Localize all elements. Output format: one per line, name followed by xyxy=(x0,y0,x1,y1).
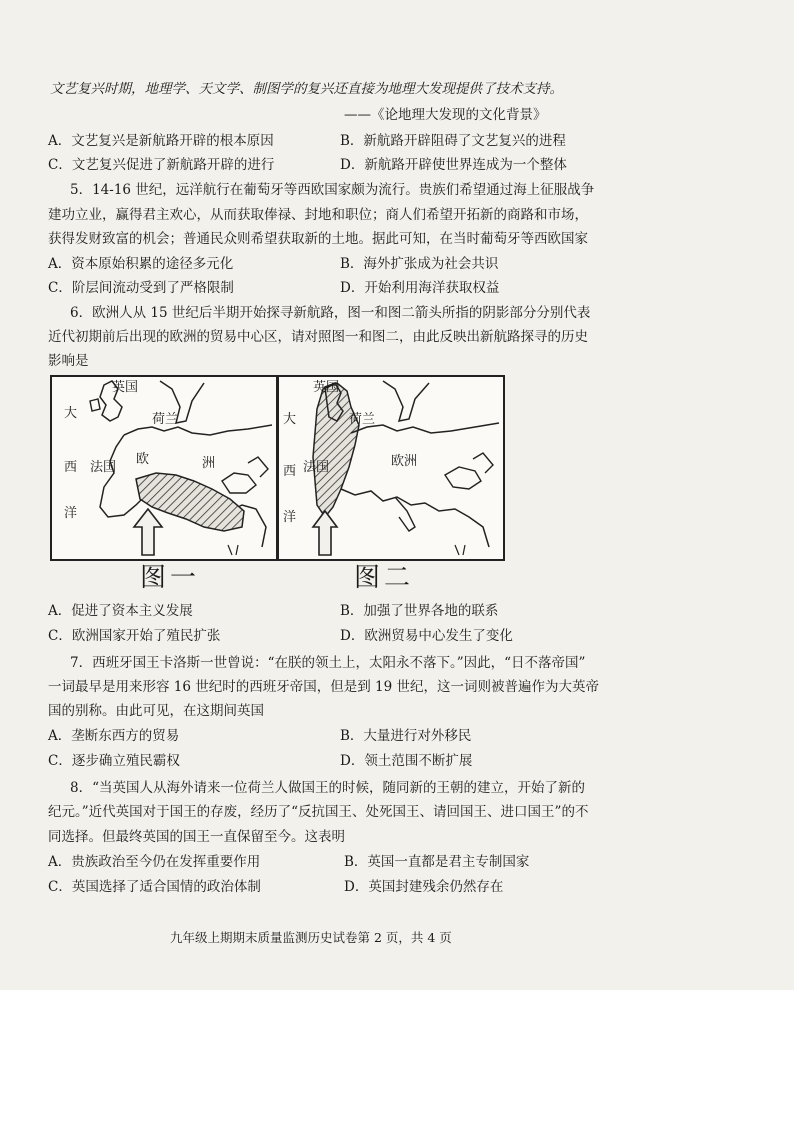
q5-option-b: B．海外扩张成为社会共识 xyxy=(340,256,499,272)
label-europe-1: 欧 xyxy=(136,452,150,467)
q8-stem-line: 纪元。”近代英国对于国王的存废，经历了“反抗国王、处死国王、请回国王、进口国王”的不 xyxy=(48,804,589,820)
q4-option-a: A．文艺复兴是新航路开辟的根本原因 xyxy=(48,133,274,149)
label-england: 英国 xyxy=(313,380,340,395)
q8-option-d: D．英国封建残余仍然存在 xyxy=(344,879,504,895)
figure-1-caption: 图一 xyxy=(140,563,201,593)
q7-stem-line: 一词最早是用来形容 16 世纪时的西班牙帝国，但是到 19 世纪，这一词则被普遍作为大英帝 xyxy=(48,679,600,695)
q6-option-a: A．促进了资本主义发展 xyxy=(48,603,193,619)
q5-option-c: C．阶层间流动受到了严格限制 xyxy=(48,280,234,296)
label-netherlands: 荷兰 xyxy=(152,412,179,427)
figure-2-caption: 图二 xyxy=(354,563,415,593)
black-sea-outline xyxy=(222,473,256,493)
q5-stem-line: 获得发财致富的机会；普通民众则希望获取新的土地。据此可知，在当时葡萄牙等西欧国家 xyxy=(48,231,588,247)
arrow-icon xyxy=(134,509,162,555)
label-atlantic-3: 洋 xyxy=(283,510,297,525)
q7-option-b: B．大量进行对外移民 xyxy=(340,728,472,744)
q7-option-a: A．垄断东西方的贸易 xyxy=(48,728,180,744)
label-atlantic-1: 大 xyxy=(283,412,297,427)
page-footer: 九年级上期期末质量监测历史试卷第 2 页，共 4 页 xyxy=(170,930,452,945)
label-europe: 欧洲 xyxy=(391,454,418,469)
q4-quote-line: 文艺复兴时期，地理学、天文学、制图学的复兴还直接为地理大发现提供了技术支持。 xyxy=(50,81,563,97)
q8-option-b: B．英国一直都是君主专制国家 xyxy=(344,854,530,870)
label-france: 法国 xyxy=(90,460,117,475)
scandinavia-outline xyxy=(383,381,429,421)
label-atlantic-2: 西 xyxy=(283,464,297,479)
ireland-outline xyxy=(90,399,100,411)
label-netherlands: 荷兰 xyxy=(349,412,376,427)
q6-option-c: C．欧洲国家开始了殖民扩张 xyxy=(48,628,221,644)
q6-option-b: B．加强了世界各地的联系 xyxy=(340,603,499,619)
nile-marks xyxy=(228,545,238,555)
q8-stem-line: 8．“当英国人从海外请来一位荷兰人做国王的时候，随同新的王朝的建立，开始了新的 xyxy=(70,780,585,796)
arrow-icon xyxy=(313,511,337,555)
q7-stem-line: 国的别称。由此可见，在这期间英国 xyxy=(48,703,264,719)
q5-stem-line: 建功立业，赢得君主欢心，从而获取俸禄、封地和职位；商人们希望开拓新的商路和市场， xyxy=(48,207,588,223)
q6-stem-line: 近代初期前后出现的欧洲的贸易中心区，请对照图一和图二，由此反映出新航路探寻的历史 xyxy=(48,329,588,345)
q4-source: ——《论地理大发现的文化背景》 xyxy=(344,107,547,123)
q7-option-d: D．领土范围不断扩展 xyxy=(340,753,473,769)
q6-stem-line: 影响是 xyxy=(48,353,89,369)
trade-center-zone xyxy=(313,380,359,517)
q6-option-d: D．欧洲贸易中心发生了变化 xyxy=(340,628,513,644)
q4-option-c: C．文艺复兴促进了新航路开辟的进行 xyxy=(48,157,275,173)
q6-stem-line: 6．欧洲人从 15 世纪后半期开始探寻新航路，图一和图二箭头所指的阴影部分分别代表 xyxy=(70,305,591,321)
map-figure-2 xyxy=(277,375,505,561)
label-atlantic-3: 洋 xyxy=(64,506,78,521)
anatolia-outline xyxy=(473,453,493,473)
q8-option-a: A．贵族政治至今仍在发挥重要作用 xyxy=(48,854,261,870)
nile-marks xyxy=(455,545,465,555)
q5-option-a: A．资本原始积累的途径多元化 xyxy=(48,256,234,272)
q5-option-d: D．开始利用海洋获取权益 xyxy=(340,280,500,296)
north-coast xyxy=(124,425,272,435)
anatolia-outline xyxy=(248,457,268,477)
q4-option-d: D．新航路开辟使世界连成为一个整体 xyxy=(340,157,567,173)
label-england: 英国 xyxy=(112,380,139,395)
q8-option-c: C．英国选择了适合国情的政治体制 xyxy=(48,879,261,895)
europe-map-1 xyxy=(52,377,276,559)
label-france: 法国 xyxy=(303,460,330,475)
q5-stem-line: 5．14-16 世纪，远洋航行在葡萄牙等西欧国家颇为流行。贵族们希望通过海上征服战争 xyxy=(70,182,595,198)
south-coast xyxy=(341,489,489,547)
label-europe-2: 洲 xyxy=(202,456,216,471)
q7-option-c: C．逐步确立殖民霸权 xyxy=(48,753,180,769)
label-atlantic-2: 西 xyxy=(64,460,78,475)
map-figure-1 xyxy=(50,375,278,561)
black-sea-outline xyxy=(445,467,481,489)
q4-option-b: B．新航路开辟阻碍了文艺复兴的进程 xyxy=(340,133,566,149)
q7-stem-line: 7．西班牙国王卡洛斯一世曾说：“在朕的领土上，太阳永不落下。”因此，“日不落帝国” xyxy=(70,655,586,671)
q8-stem-line: 同选择。但最终英国的国王一直保留至今。这表明 xyxy=(48,829,345,845)
label-atlantic-1: 大 xyxy=(64,406,78,421)
